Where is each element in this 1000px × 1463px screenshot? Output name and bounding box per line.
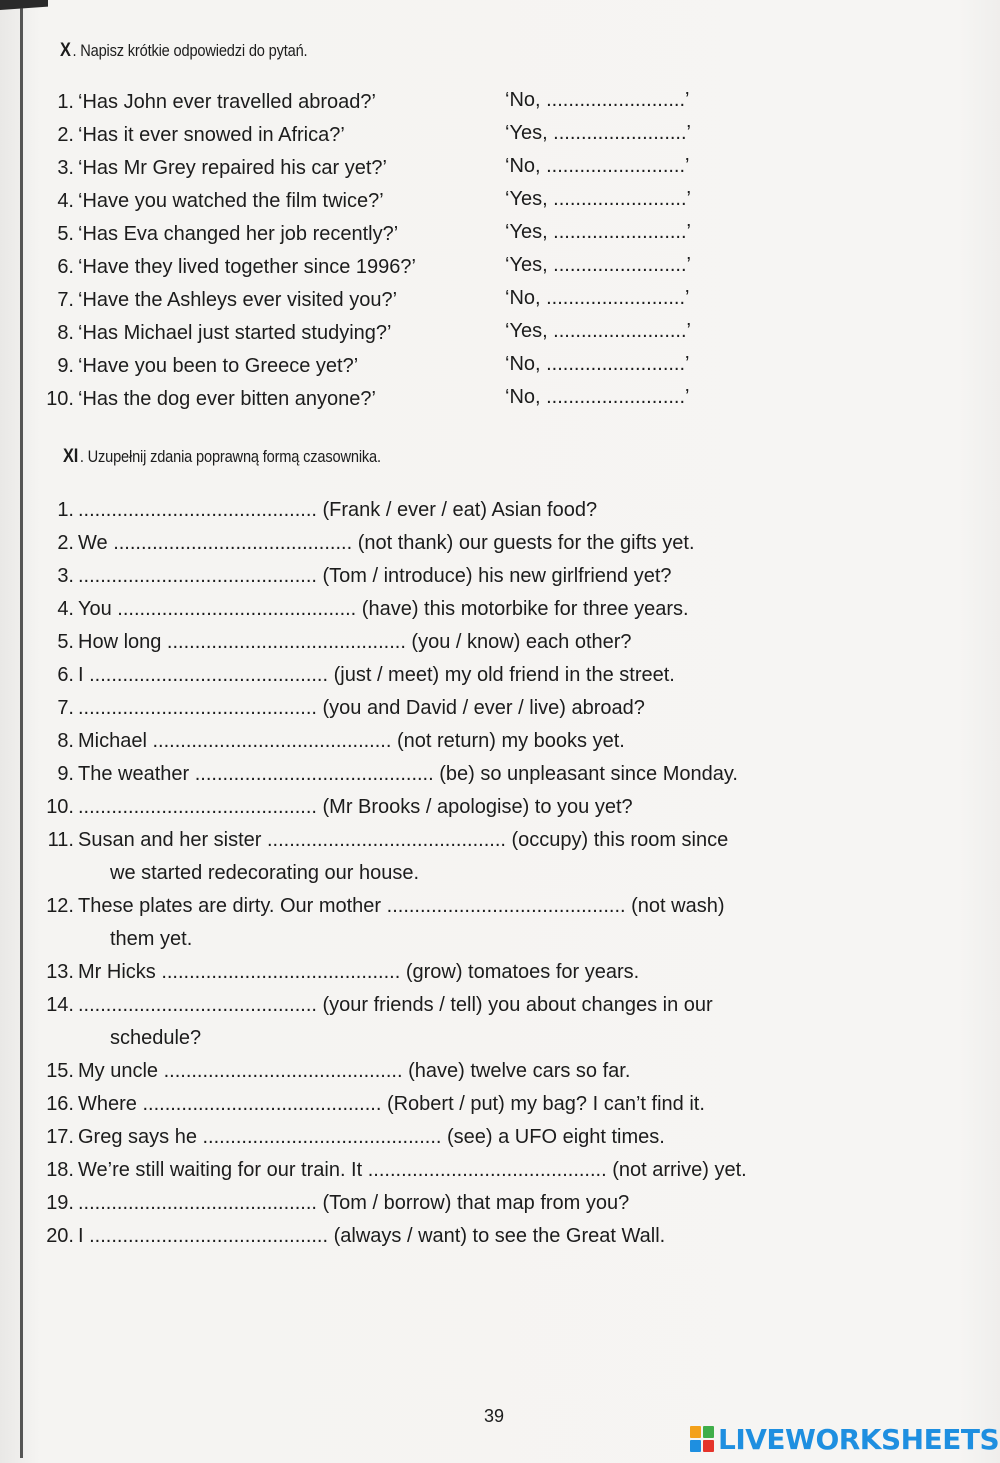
page-number: 39 <box>484 1406 505 1426</box>
liveworksheets-logo-icon <box>690 1426 714 1452</box>
list-item-continuation: them yet. <box>110 928 193 950</box>
list-item[interactable]: 13. Mr Hicks ........................................... (grow) tomatoes for years. <box>46 961 640 983</box>
list-item[interactable]: 5. How long ........................................... (you / know) each other? <box>57 631 632 653</box>
list-item-continuation: we started redecorating our house. <box>110 862 420 884</box>
section-x-numeral: X <box>60 40 71 61</box>
list-item[interactable]: 14. ........................................... (your friends / tell) you about changes in our <box>46 994 713 1016</box>
answer-blank[interactable]: ‘Yes, ........................’ <box>505 320 691 342</box>
list-item[interactable]: 16. Where ........................................... (Robert / put) my bag? I can’t find it. <box>46 1093 705 1115</box>
list-item[interactable]: 2. We ........................................... (not thank) our guests for the gifts yet. <box>57 532 695 554</box>
list-item[interactable]: 1. ........................................... (Frank / ever / eat) Asian food? <box>57 499 598 521</box>
list-item[interactable]: 10. ........................................... (Mr Brooks / apologise) to you yet? <box>46 796 633 818</box>
list-item: 9. ‘Have you been to Greece yet?’ <box>57 355 359 377</box>
list-item-continuation: schedule? <box>110 1027 202 1049</box>
list-item: 4. ‘Have you watched the film twice?’ <box>57 190 384 212</box>
list-item[interactable]: 17. Greg says he ........................................... (see) a UFO eight times. <box>46 1126 665 1148</box>
list-item[interactable]: 7. ........................................... (you and David / ever / live) abroad? <box>57 697 645 719</box>
list-item[interactable]: 3. ........................................... (Tom / introduce) his new girlfriend yet? <box>57 565 672 587</box>
list-item[interactable]: 11. Susan and her sister ........................................... (occupy) this room since <box>47 829 729 851</box>
list-item[interactable]: 15. My uncle ........................................... (have) twelve cars so far. <box>46 1060 631 1082</box>
section-xi-instruction: . Uzupełnij zdania poprawną formą czasownika. <box>79 447 381 466</box>
list-item[interactable]: 19. ........................................... (Tom / borrow) that map from you? <box>46 1192 630 1214</box>
answer-blank[interactable]: ‘No, .........................’ <box>505 89 690 111</box>
list-item: 6. ‘Have they lived together since 1996?’ <box>57 256 416 278</box>
list-item[interactable]: 18. We’re still waiting for our train. It ........................................... (not arrive) yet. <box>46 1159 747 1181</box>
answer-blank[interactable]: ‘Yes, ........................’ <box>505 254 691 276</box>
answer-blank[interactable]: ‘Yes, ........................’ <box>505 188 691 210</box>
list-item: 5. ‘Has Eva changed her job recently?’ <box>57 223 399 245</box>
answer-blank[interactable]: ‘Yes, ........................’ <box>505 221 691 243</box>
list-item: 3. ‘Has Mr Grey repaired his car yet?’ <box>57 157 387 179</box>
brand-name: LIVEWORKSHEETS <box>718 1422 1000 1456</box>
list-item[interactable]: 9. The weather ........................................... (be) so unpleasant since Monday. <box>57 763 738 785</box>
answer-blank[interactable]: ‘Yes, ........................’ <box>505 122 691 144</box>
section-xi-title <box>63 446 381 468</box>
list-item[interactable]: 4. You ........................................... (have) this motorbike for three years. <box>57 598 689 620</box>
list-item: 1. ‘Has John ever travelled abroad?’ <box>57 91 376 113</box>
list-item[interactable]: 20. I ........................................... (always / want) to see the Great Wall. <box>46 1225 666 1247</box>
answer-blank[interactable]: ‘No, .........................’ <box>505 353 690 375</box>
list-item[interactable]: 8. Michael ........................................... (not return) my books yet. <box>57 730 625 752</box>
binding-edge-line <box>20 8 23 1458</box>
list-item[interactable]: 6. I ........................................... (just / meet) my old friend in the street. <box>57 664 675 686</box>
section-x-title <box>60 40 307 62</box>
list-item: 8. ‘Has Michael just started studying?’ <box>57 322 392 344</box>
list-item: 7. ‘Have the Ashleys ever visited you?’ <box>57 289 398 311</box>
list-item: 10. ‘Has the dog ever bitten anyone?’ <box>46 388 376 410</box>
answer-blank[interactable]: ‘No, .........................’ <box>505 155 690 177</box>
list-item: 2. ‘Has it ever snowed in Africa?’ <box>57 124 345 146</box>
liveworksheets-brand[interactable] <box>690 1424 999 1454</box>
answer-blank[interactable]: ‘No, .........................’ <box>505 287 690 309</box>
section-xi-numeral: XI <box>63 446 79 467</box>
answer-blank[interactable]: ‘No, .........................’ <box>505 386 690 408</box>
section-x-instruction: . Napisz krótkie odpowiedzi do pytań. <box>72 41 308 60</box>
list-item[interactable]: 12. These plates are dirty. Our mother ........................................... (not wash) <box>46 895 725 917</box>
